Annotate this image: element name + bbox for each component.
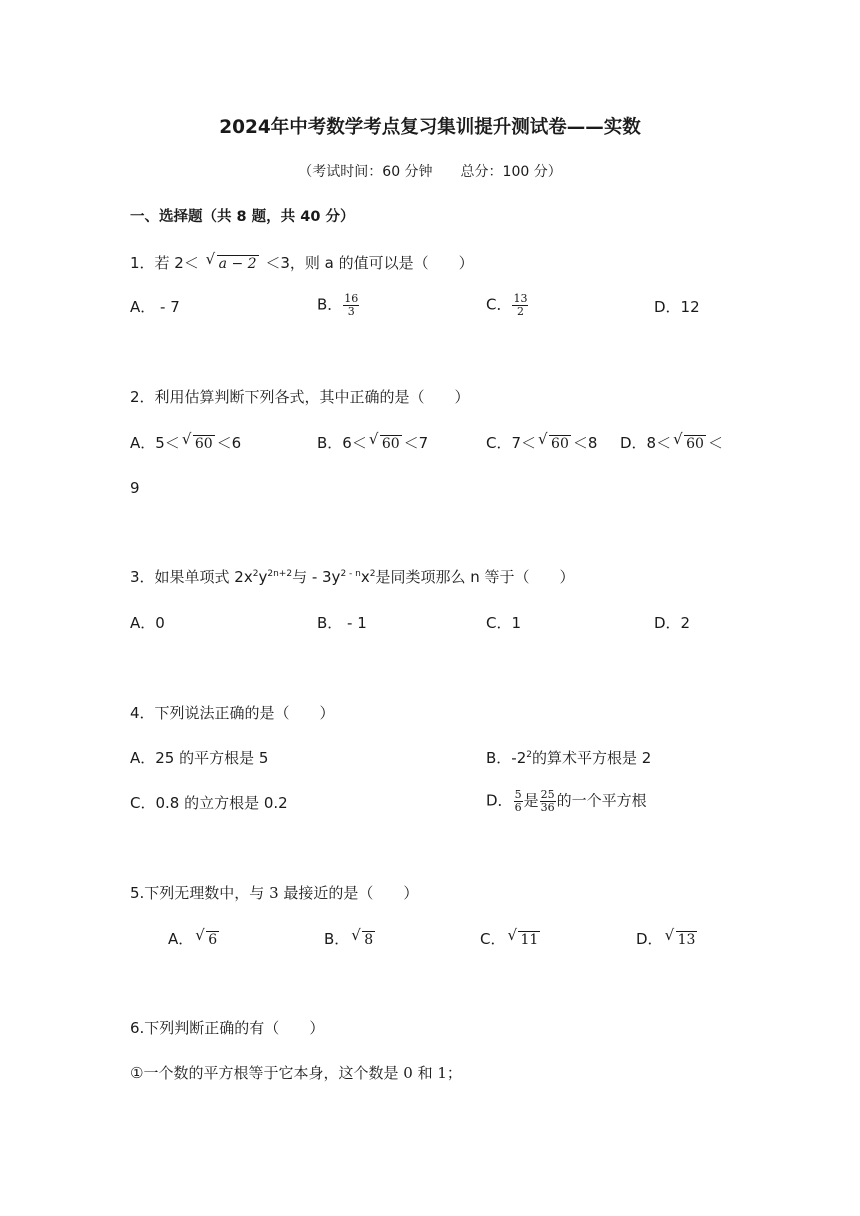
q5-option-c: C． √ 11 (480, 926, 539, 948)
question-4-stem: 4．下列说法正确的是（ ） (130, 704, 335, 722)
q6-statement-1: ①一个数的平方根等于它本身，这个数是 0 和 1； (130, 1064, 462, 1082)
q4-option-c: C．0.8 的立方根是 0.2 (130, 794, 288, 812)
q3-option-b: B． - 1 (317, 614, 367, 632)
q1-option-c: C． $\frac{13}{2}$ (486, 292, 528, 318)
sqrt-expression: √ a − 2 (205, 250, 257, 272)
q2-option-a: A．5＜ √ 60 ＜6 (130, 430, 242, 452)
question-2-stem: 2．利用估算判断下列各式，其中正确的是（ ） (130, 388, 470, 406)
question-3-stem: 3．如果单项式 $2x^2y^{2n+2}$与 - $3y^{2 - n}x^2$是同类项那么 n 等于（ ） (130, 568, 575, 586)
q5-option-b: B． √ 8 (324, 926, 374, 948)
q4-option-a: A．25 的平方根是 5 (130, 749, 269, 767)
q2-option-d: D．8＜ √ 60 ＜ (620, 430, 723, 452)
question-5-stem: 5.下列无理数中，与 3 最接近的是（ ） (130, 884, 419, 902)
question-6-stem: 6.下列判断正确的有（ ） (130, 1019, 325, 1037)
q2-option-c: C．7＜ √ 60 ＜8 (486, 430, 598, 452)
q3-option-c: C．1 (486, 614, 522, 632)
q2-option-d-wrap: 9 (130, 479, 140, 497)
q3-option-d: D．2 (654, 614, 691, 632)
q4-option-d: D． $\frac{5}{6}$ 是 $\frac{25}{36}$ 的一个平方根 (486, 788, 647, 814)
q4-option-b: B．$-2^2$的算术平方根是 2 (486, 749, 652, 767)
q1-option-d: D．12 (654, 298, 700, 316)
q1-option-a: A． - 7 (130, 298, 180, 316)
section-heading: 一、选择题（共 8 题，共 40 分） (130, 209, 355, 225)
q5-option-d: D． √ 13 (636, 926, 696, 948)
q5-option-a: A． √ 6 (168, 926, 218, 948)
q3-option-a: A．0 (130, 614, 165, 632)
question-1-stem: 1．若 2＜ √ a − 2 ＜3，则 a 的值可以是（ ） (130, 250, 474, 272)
exam-info: （考试时间：60 分钟 总分：100 分） (298, 164, 562, 180)
q2-option-b: B．6＜ √ 60 ＜7 (317, 430, 429, 452)
page-title: 2024年中考数学考点复习集训提升测试卷——实数 (219, 117, 641, 138)
q1-option-b: B． $\frac{16}{3}$ (317, 292, 359, 318)
